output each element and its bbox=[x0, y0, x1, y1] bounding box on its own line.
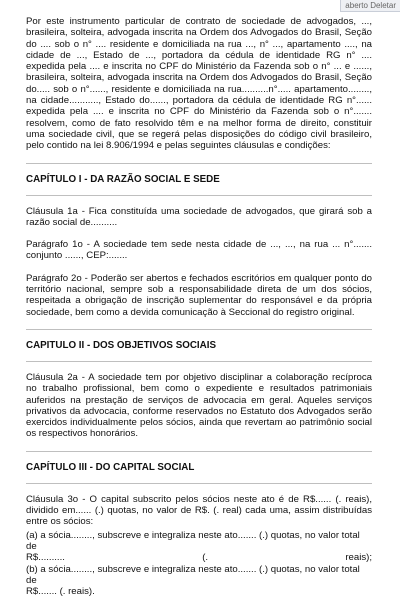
list-item-b-line-1: (b) a sócia........, subscreve e integraliza neste ato....... (.) quotas, no valor total de bbox=[26, 563, 360, 586]
paragraph-1: Parágrafo 1o - A sociedade tem sede nesta cidade de ..., ..., na rua ... n°....... conjunto ......, CEP:....... bbox=[26, 239, 372, 262]
clause-2: Cláusula 2a - A sociedade tem por objetivo disciplinar a colaboração recíproca no trabalho profissional, bem como o expediente e resultados patrimoniais auferidos na prestação de serviços de advocacia em geral. Aqueles serviços privativos da advocacia, conforme reservados no Estatuto dos Advogados serão exercidos individualmente pelos sócios, ainda que revertam ao patrimônio social os respectivos honorários. bbox=[26, 371, 372, 440]
item-a-reais: reais); bbox=[345, 552, 372, 564]
section-divider bbox=[26, 329, 372, 330]
intro-paragraph: Por este instrumento particular de contrato de sociedade de advogados, ..., brasileira, solteira, advogada inscrita na Ordem dos Advogados do Brasil, Seção do .... sob o n° .... residente e domiciliada na rua ..., n° ..., apartamento ...., na cidade de ..., Estado de ..., portadora da cédula de identidade RG n° .... expedida pela .... e inscrita no CPF do Ministério da Fazenda sob o n° ... e ......, brasileira, solteira, advogada inscrita na Ordem dos Advogados do Brasil, Seção do..... sob o n°......, residente e domiciliada na rua..........n°..... apartamento........, na cidade..........., Estado do......, portadora da cédula de identidade RG n°...... expedida pela .... e inscrita no CPF do Ministério da Fazenda sob o n°....... resolvem, como de fato resolvido têm e na melhor forma de direito, constituir uma sociedade civil, que se regerá pelas disposições do código civil brasileiro, pelo contido na lei 8.906/1994 e pelas seguintes cláusulas e condições: bbox=[26, 16, 372, 152]
section-divider bbox=[26, 361, 372, 362]
clause-1: Cláusula 1a - Fica constituída uma sociedade de advogados, que girará sob a razão social de.......... bbox=[26, 205, 372, 228]
chapter-1-title: CAPÍTULO I - DA RAZÃO SOCIAL E SEDE bbox=[26, 173, 220, 185]
list-item-b-line-2: R$....... (. reais). bbox=[26, 586, 95, 597]
section-divider bbox=[26, 483, 372, 484]
section-divider bbox=[26, 451, 372, 452]
quota-list bbox=[26, 530, 372, 597]
item-a-amount: R$.......... bbox=[26, 552, 65, 564]
chapter-2-title: CAPITULO II - DOS OBJETIVOS SOCIAIS bbox=[26, 339, 216, 351]
list-item-a-line-1: (a) a sócia........, subscreve e integraliza neste ato....... (.) quotas, no valor total de bbox=[26, 529, 360, 552]
contract-document bbox=[26, 16, 372, 597]
clause-3: Cláusula 3o - O capital subscrito pelos sócios neste ato é de R$...... (. reais), dividido em...... (.) quotas, no valor de R$. (. real) cada uma, assim distribuídas entre os sócios: bbox=[26, 493, 372, 528]
chapter-3-title: CAPÍTULO III - DO CAPITAL SOCIAL bbox=[26, 461, 195, 473]
edit-delete-tag[interactable]: aberto Deletar bbox=[340, 0, 400, 12]
paragraph-2: Parágrafo 2o - Poderão ser abertos e fechados escritórios em qualquer ponto do território nacional, sempre sob a responsabilidade direta de um dos sócios, respeitada a obrigação de inscrição suplementar do responsável e da própria sociedade, bem como a devida comunicação à Seccional do registro original. bbox=[26, 272, 372, 318]
item-a-paren: (. bbox=[202, 552, 209, 564]
section-divider bbox=[26, 195, 372, 196]
section-divider bbox=[26, 163, 372, 164]
list-item-a-line-2 bbox=[26, 552, 372, 563]
